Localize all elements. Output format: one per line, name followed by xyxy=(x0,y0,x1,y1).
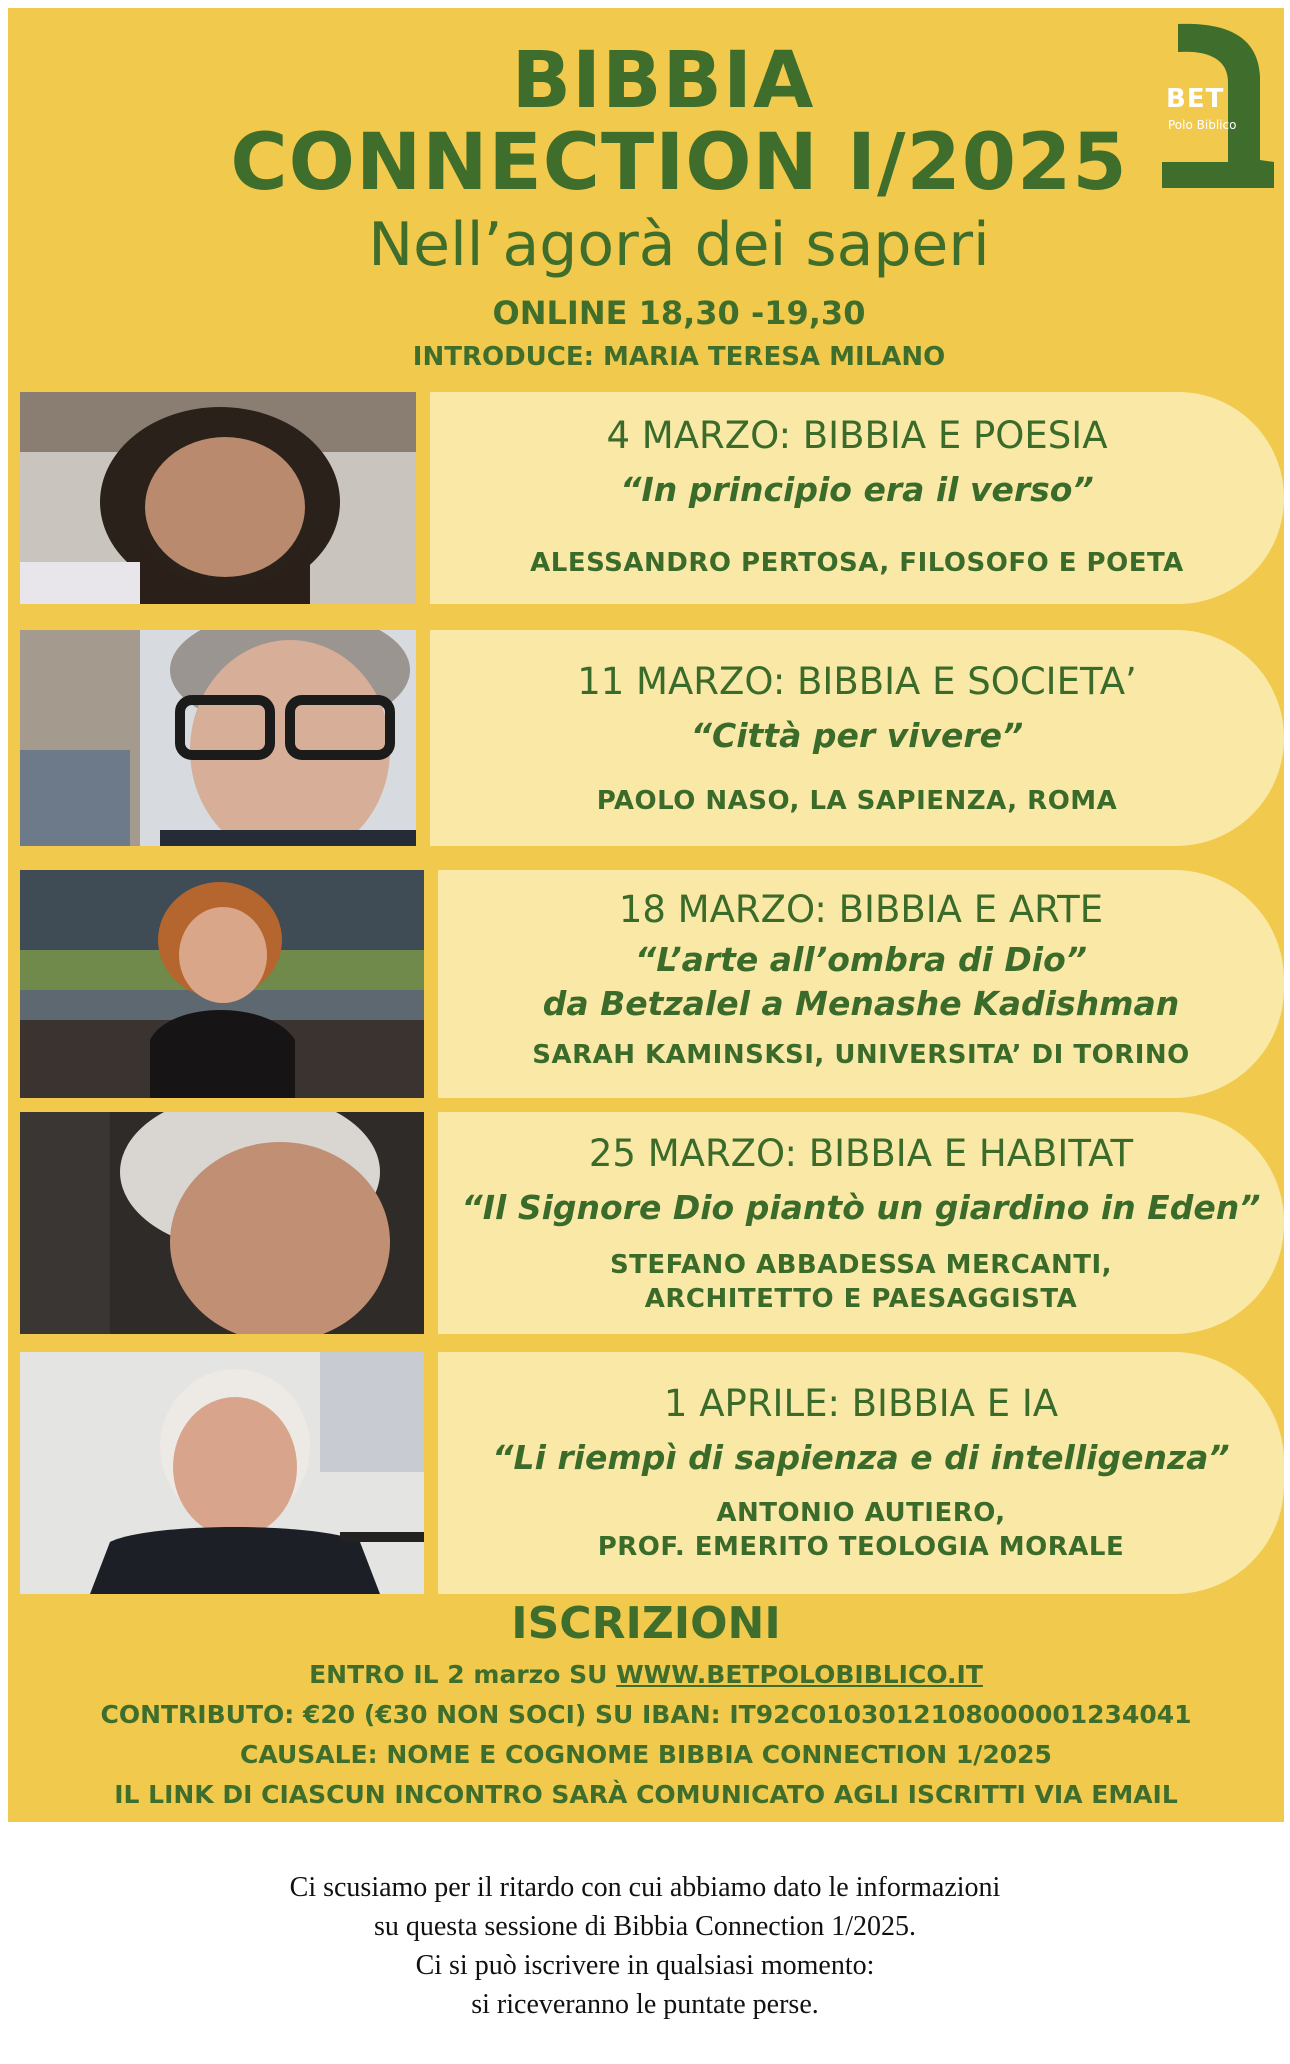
event-row-4 xyxy=(8,1108,1284,1338)
speaker-photo-3 xyxy=(20,870,424,1098)
event-card-2 xyxy=(430,630,1284,846)
event-poster xyxy=(8,8,1284,1822)
introducer-text: INTRODUCE: MARIA TERESA MILANO xyxy=(412,342,946,372)
registration-deadline-prefix: ENTRO IL 2 marzo SU xyxy=(309,1660,617,1689)
event-date-3: 18 MARZO: BIBBIA E ARTE xyxy=(618,888,1104,931)
speaker-photo-5 xyxy=(20,1352,424,1594)
event-speaker-5-line1: ANTONIO AUTIERO, xyxy=(716,1498,1006,1528)
registration-causale: CAUSALE: NOME E COGNOME BIBBIA CONNECTION 1/2025 xyxy=(240,1740,1052,1769)
registration-link-note: IL LINK DI CIASCUN INCONTRO SARÀ COMUNICATO AGLI ISCRITTI VIA EMAIL xyxy=(114,1780,1178,1809)
registration-heading: ISCRIZIONI xyxy=(511,1598,781,1649)
event-quote-2: “Città per vivere” xyxy=(690,716,1024,755)
event-row-1 xyxy=(8,386,1284,610)
event-speaker-1: ALESSANDRO PERTOSA, FILOSOFO E POETA xyxy=(530,548,1184,578)
registration-deadline xyxy=(8,1660,1284,1689)
speaker-photo-4 xyxy=(20,1112,424,1334)
logo-subtitle: Polo Biblico xyxy=(1168,118,1237,132)
event-speaker-5-line2: PROF. EMERITO TEOLOGIA MORALE xyxy=(597,1532,1125,1562)
event-quote-3: “L’arte all’ombra di Dio” xyxy=(635,940,1087,979)
footer-note-line3: Ci si può iscrivere in qualsiasi momento: xyxy=(415,1950,875,1981)
footer-note-line2: su questa sessione di Bibbia Connection 1/2025. xyxy=(373,1911,917,1942)
event-card-4 xyxy=(438,1112,1284,1334)
event-quote-1: “In principio era il verso” xyxy=(620,470,1094,509)
event-speaker-4-line2: ARCHITETTO E PAESAGGISTA xyxy=(644,1284,1078,1314)
event-quote-3-line2: da Betzalel a Menashe Kadishman xyxy=(542,984,1180,1023)
registration-contribution: CONTRIBUTO: €20 (€30 NON SOCI) SU IBAN: IT92C0103012108000001234041 xyxy=(100,1700,1192,1729)
event-date-1: 4 MARZO: BIBBIA E POESIA xyxy=(606,414,1108,457)
event-row-5 xyxy=(8,1346,1284,1598)
speaker-photo-1 xyxy=(20,392,416,604)
schedule-text: ONLINE 18,30 -19,30 xyxy=(492,294,866,332)
footer-note-line1: Ci scusiamo per il ritardo con cui abbiamo dato le informazioni xyxy=(289,1872,1001,1903)
poster-subtitle: Nell’agorà dei saperi xyxy=(368,210,990,280)
poster-title-line2: CONNECTION I/2025 xyxy=(230,118,1128,208)
event-quote-4: “Il Signore Dio piantò un giardino in Eden” xyxy=(461,1188,1261,1227)
speaker-photo-2 xyxy=(20,630,416,846)
footer-note-line4: si riceveranno le puntate perse. xyxy=(471,1989,819,2020)
logo-name: BET xyxy=(1166,84,1225,114)
event-date-2: 11 MARZO: BIBBIA E SOCIETA’ xyxy=(577,660,1137,703)
event-row-3 xyxy=(8,864,1284,1100)
event-card-1 xyxy=(430,392,1284,604)
event-quote-5: “Li riempì di sapienza e di intelligenza” xyxy=(492,1438,1230,1477)
website-link[interactable]: WWW.BETPOLOBIBLICO.IT xyxy=(616,1660,983,1689)
event-card-3 xyxy=(438,870,1284,1098)
event-date-5: 1 APRILE: BIBBIA E IA xyxy=(663,1382,1059,1425)
event-date-4: 25 MARZO: BIBBIA E HABITAT xyxy=(588,1132,1134,1175)
event-speaker-2: PAOLO NASO, LA SAPIENZA, ROMA xyxy=(596,786,1118,816)
event-row-2 xyxy=(8,626,1284,850)
event-card-5 xyxy=(438,1352,1284,1594)
event-speaker-4-line1: STEFANO ABBADESSA MERCANTI, xyxy=(609,1250,1113,1280)
poster-title-line1: BIBBIA xyxy=(511,36,815,126)
event-speaker-3: SARAH KAMINSKSI, UNIVERSITA’ DI TORINO xyxy=(532,1040,1190,1070)
